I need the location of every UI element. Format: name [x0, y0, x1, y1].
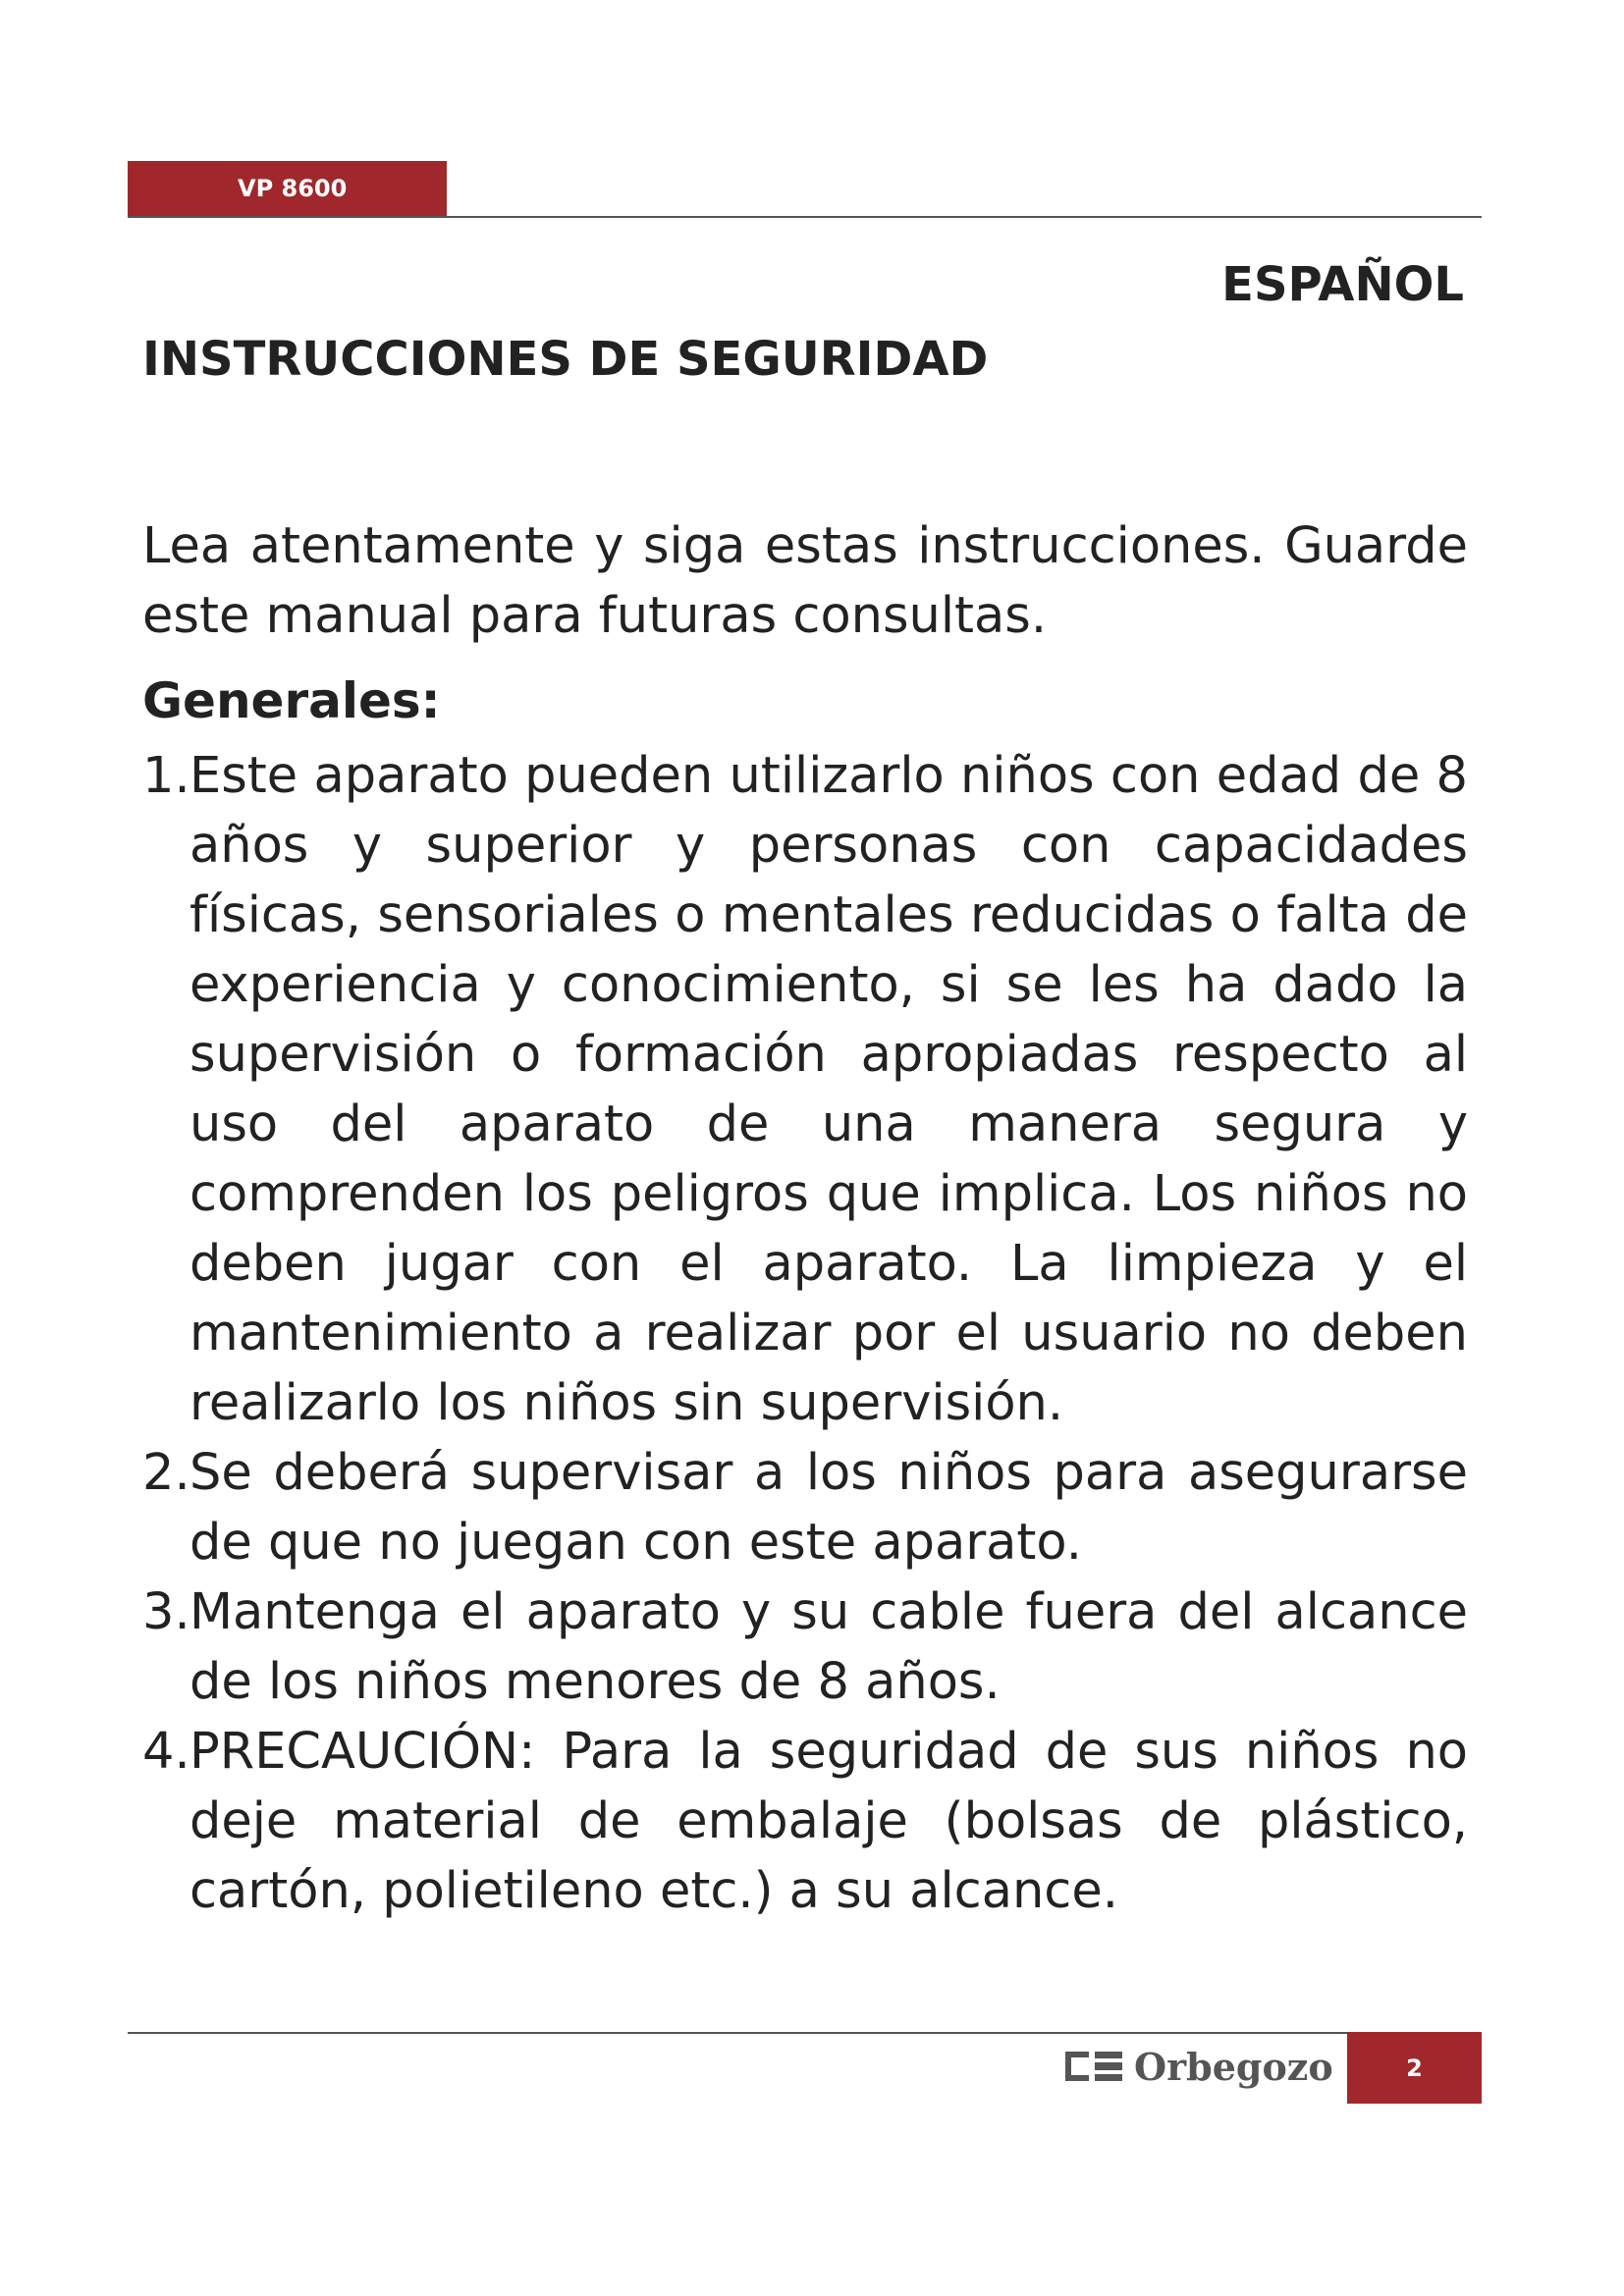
section-heading: Generales:: [142, 672, 441, 729]
list-item: [142, 1438, 1468, 1577]
brand-mark-icon: [1065, 2052, 1122, 2081]
list-item: [142, 741, 1468, 1438]
item-text: Este aparato pueden utilizarlo niños con edad de 8 años y superior y personas con capacidades físicas, sensoriales o mentales reducidas o falta de experiencia y conocimiento, si se les ha dado la supervisión o formación apropiadas respecto al uso del aparato de una manera segura y comprenden los peligros que implica. Los niños no deben jugar con el aparato. La limpieza y el mantenimiento a realizar por el usuario no deben realizarlo los niños sin supervisión.: [189, 747, 1468, 1432]
footer-divider: [128, 2032, 1482, 2034]
page-title: INSTRUCCIONES DE SEGURIDAD: [142, 332, 989, 387]
item-text: Se deberá supervisar a los niños para asegurarse de que no juegan con este aparato.: [189, 1444, 1468, 1572]
intro-paragraph: Lea atentamente y siga estas instrucciones. Guarde este manual para futuras consultas.: [142, 517, 1468, 645]
page-number-box: [1347, 2032, 1482, 2104]
item-text: Mantenga el aparato y su cable fuera del alcance de los niños menores de 8 años.: [189, 1583, 1468, 1711]
list-item: [142, 1717, 1468, 1926]
item-number: 4.: [142, 1723, 190, 1781]
model-label: VP 8600: [238, 175, 348, 202]
safety-list: [142, 741, 1468, 1926]
item-number: 2.: [142, 1444, 190, 1502]
page-number: 2: [1406, 2054, 1423, 2082]
model-tab: [128, 161, 447, 216]
item-text: PRECAUCIÓN: Para la seguridad de sus niños no deje material de embalaje (bolsas de plástico, cartón, polietileno etc.) a su alcance.: [189, 1723, 1468, 1920]
list-item: [142, 1577, 1468, 1717]
item-number: 1.: [142, 747, 190, 805]
brand-logo: [1065, 2044, 1333, 2089]
item-number: 3.: [142, 1583, 190, 1641]
header-divider: [128, 216, 1482, 218]
language-heading: ESPAÑOL: [1221, 257, 1464, 312]
brand-name: Orbegozo: [1134, 2044, 1333, 2089]
